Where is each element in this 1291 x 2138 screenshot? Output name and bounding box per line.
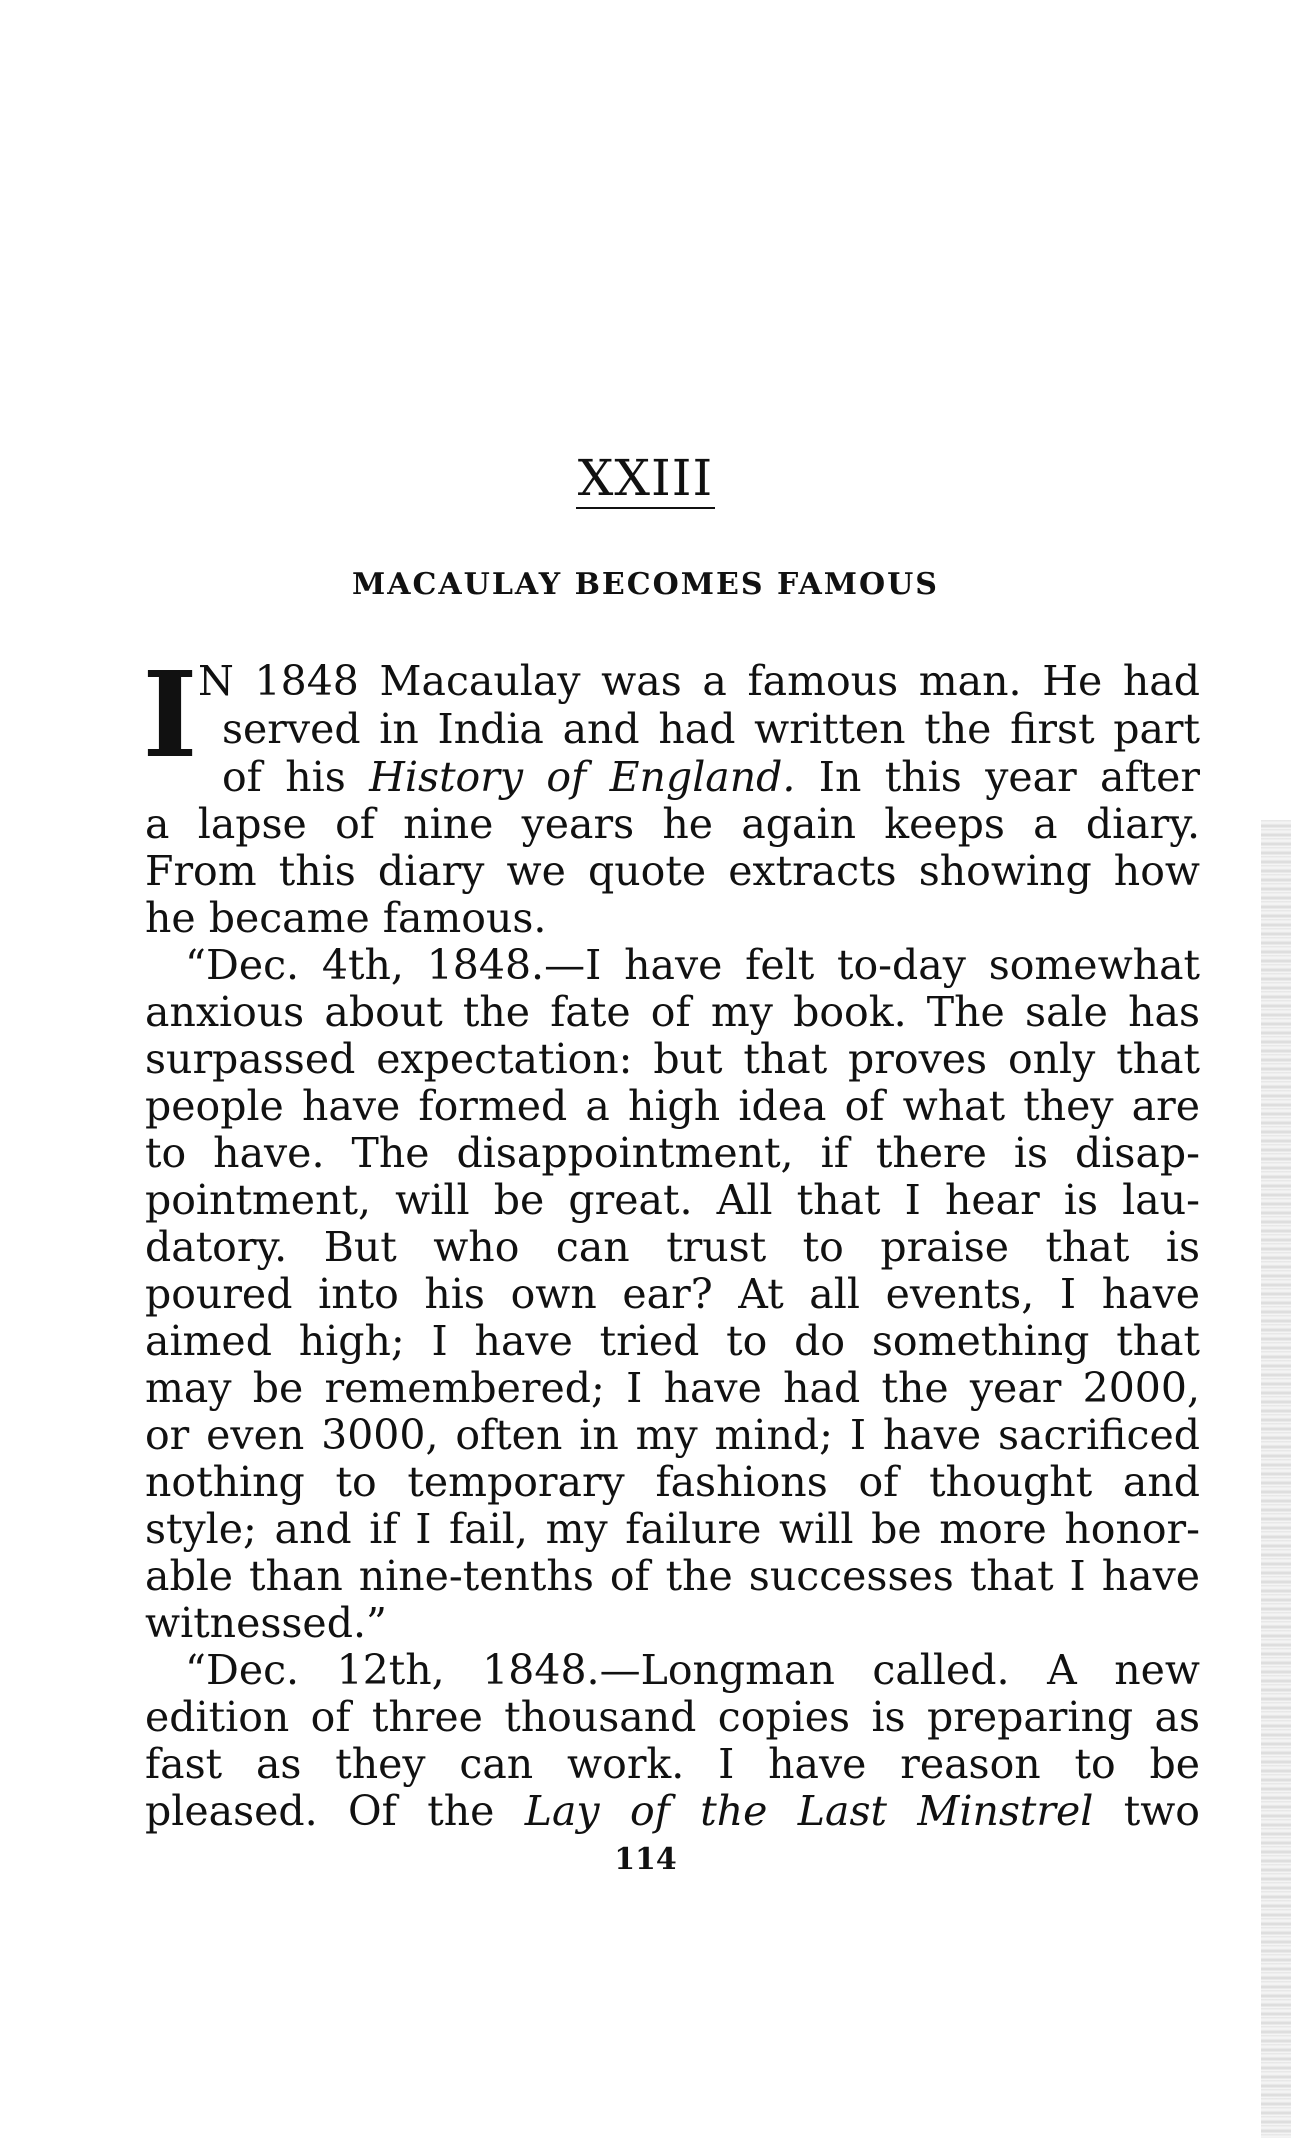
page-edge-shadow	[1261, 820, 1291, 2138]
text-line: fast as they can work. I have reason to be	[145, 1740, 1200, 1788]
text-line: pleased. Of the Lay of the Last Minstrel two	[145, 1787, 1200, 1835]
text-line: able than nine-tenths of the successes that I have	[145, 1552, 1200, 1600]
text-line: or even 3000, often in my mind; I have sacrificed	[145, 1411, 1200, 1459]
text-line: “Dec. 4th, 1848.—I have felt to-day somewhat	[185, 941, 1200, 989]
page-number: 114	[614, 1842, 677, 1877]
text-line: served in India and had written the first part	[222, 705, 1200, 753]
text-line: pointment, will be great. All that I hear is lau-	[145, 1176, 1200, 1224]
text-line: surpassed expectation: but that proves only that	[145, 1035, 1200, 1083]
text-line: datory. But who can trust to praise that is	[145, 1223, 1200, 1271]
chapter-title: MACAULAY BECOMES FAMOUS	[352, 567, 939, 602]
text-line: “Dec. 12th, 1848.—Longman called. A new	[185, 1646, 1200, 1694]
text-line: N 1848 Macaulay was a famous man. He had	[198, 657, 1200, 705]
chapter-number: XXIII	[577, 449, 714, 507]
text-line: style; and if I fail, my failure will be more honor-	[145, 1505, 1200, 1553]
text-line: witnessed.”	[145, 1599, 387, 1647]
text-line: aimed high; I have tried to do something that	[145, 1317, 1200, 1365]
text-line: people have formed a high idea of what they are	[145, 1082, 1200, 1130]
text-line: may be remembered; I have had the year 2000,	[145, 1364, 1200, 1412]
text-line: edition of three thousand copies is preparing as	[145, 1693, 1200, 1741]
text-line: he became famous.	[145, 894, 547, 942]
text-line: poured into his own ear? At all events, I have	[145, 1270, 1200, 1318]
drop-cap: I	[142, 645, 198, 784]
text-line: anxious about the fate of my book. The sale has	[145, 988, 1200, 1036]
text-line: of his History of England. In this year after	[222, 753, 1200, 801]
text-line: From this diary we quote extracts showing how	[145, 847, 1200, 895]
text-line: nothing to temporary fashions of thought and	[145, 1458, 1200, 1506]
text-line: a lapse of nine years he again keeps a diary.	[145, 800, 1200, 848]
text-line: to have. The disappointment, if there is disap-	[145, 1129, 1200, 1177]
